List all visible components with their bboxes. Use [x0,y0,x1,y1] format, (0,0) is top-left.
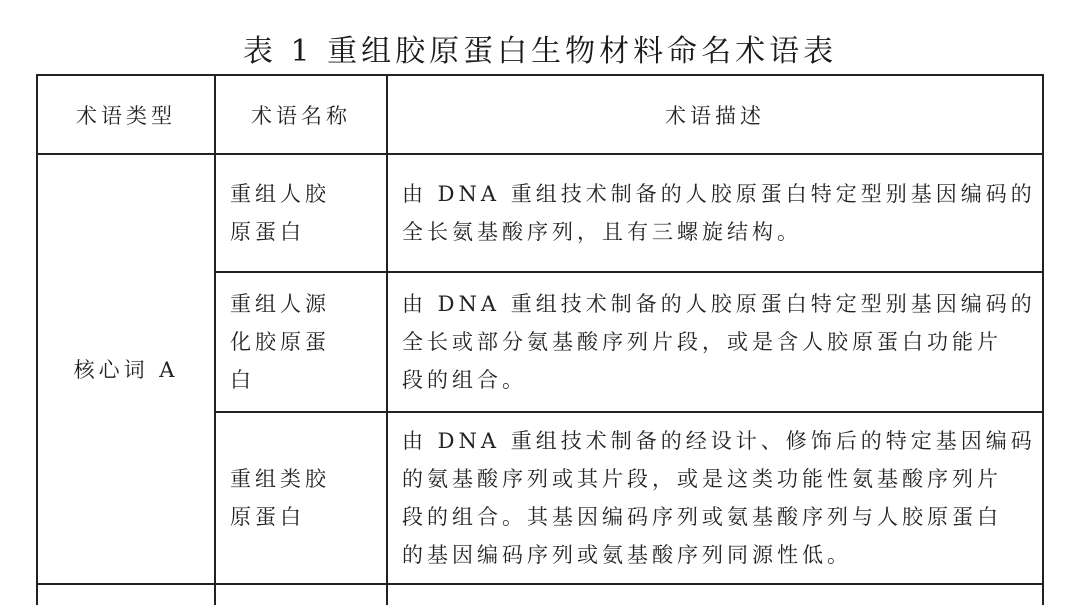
term-name-line: 重组类胶 [230,467,330,491]
desc-line: 全长氨基酸序列，且有三螺旋结构。 [402,220,802,244]
term-name-line: 化胶原蛋 [230,330,330,354]
term-description [387,154,1043,272]
empty-cell [387,584,1043,605]
desc-line: 由 DNA 重组技术制备的人胶原蛋白特定型别基因编码的 [402,292,1036,316]
term-name [215,154,387,272]
header-term-description: 术语描述 [387,75,1043,154]
desc-line: 段的组合。其基因编码序列或氨基酸序列与人胶原蛋白 [402,505,1002,529]
empty-cell [215,584,387,605]
group-label: 核心词 A [37,154,215,584]
term-name-line: 重组人源 [230,292,330,316]
desc-line: 的基因编码序列或氨基酸序列同源性低。 [402,543,852,567]
table-row [37,154,1043,272]
desc-line: 的氨基酸序列或其片段，或是这类功能性氨基酸序列片 [402,467,1002,491]
term-name-line: 白 [230,368,255,392]
table-header-row [37,75,1043,154]
header-term-type: 术语类型 [37,75,215,154]
desc-line: 由 DNA 重组技术制备的人胶原蛋白特定型别基因编码的 [402,182,1036,206]
desc-line: 由 DNA 重组技术制备的经设计、修饰后的特定基因编码 [402,429,1036,453]
term-name-line: 重组人胶 [230,182,330,206]
term-name [215,412,387,584]
table-title: 表 1 重组胶原蛋白生物材料命名术语表 [242,34,838,69]
empty-cell [37,584,215,605]
term-name-line: 原蛋白 [230,220,305,244]
term-name [215,272,387,412]
term-description [387,272,1043,412]
term-description [387,412,1043,584]
terminology-table [36,74,1044,605]
desc-line: 全长或部分氨基酸序列片段，或是含人胶原蛋白功能片 [402,330,1002,354]
table-row-partial [37,584,1043,605]
term-name-line: 原蛋白 [230,505,305,529]
header-term-name: 术语名称 [215,75,387,154]
desc-line: 段的组合。 [402,368,527,392]
